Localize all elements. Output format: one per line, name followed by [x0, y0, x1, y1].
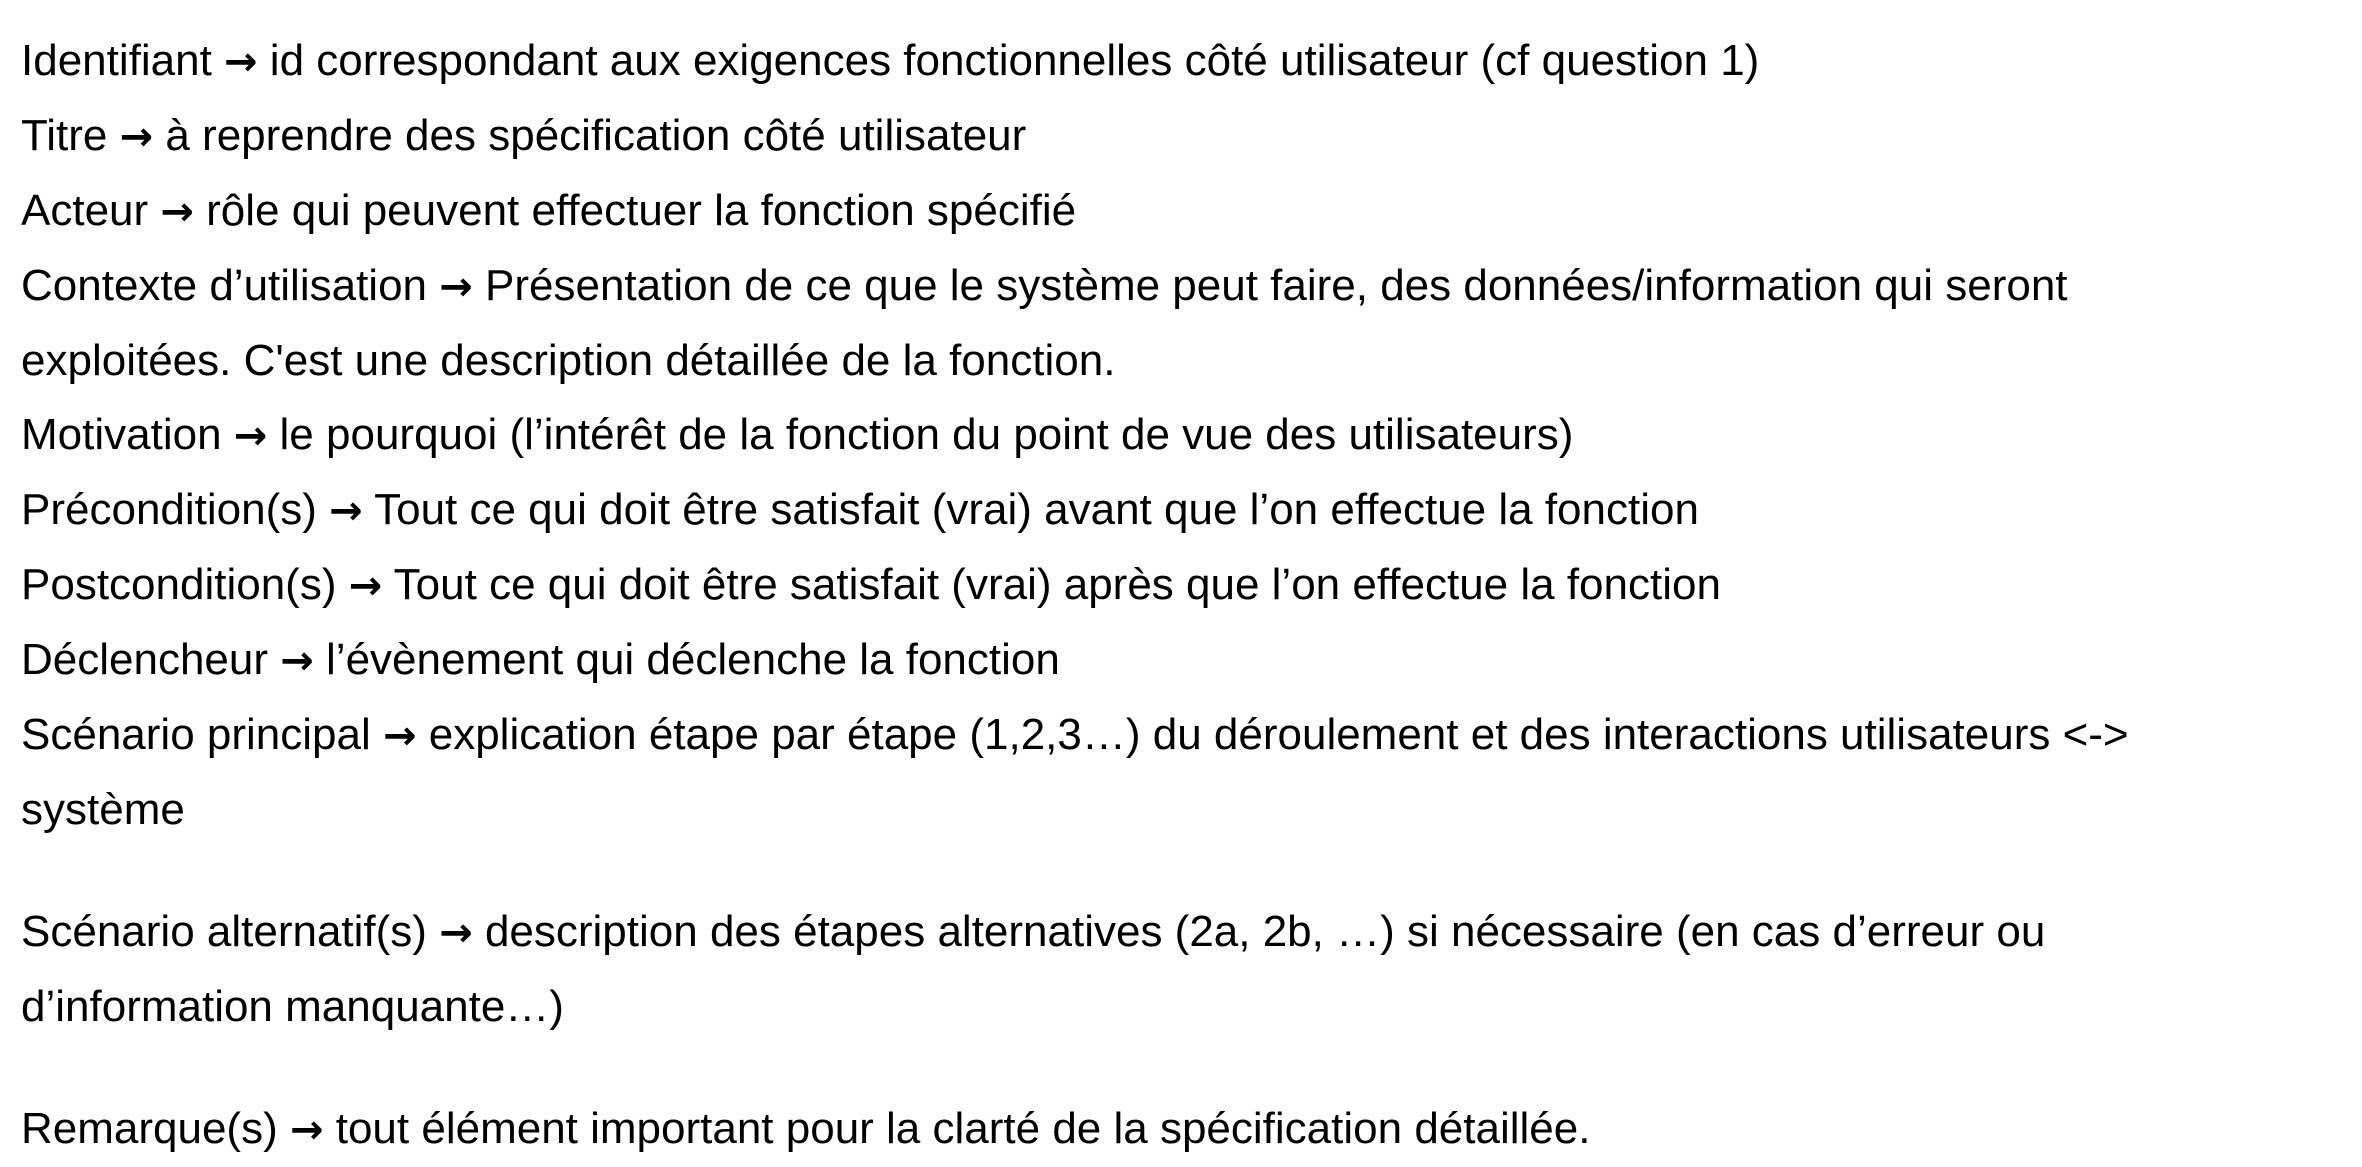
arrow-right-icon: →: [289, 1107, 324, 1153]
arrow-right-icon: →: [280, 638, 314, 684]
entry-scenario-principal: [21, 698, 2341, 847]
entry-term: Titre: [21, 111, 108, 160]
document-body: [21, 24, 2341, 1167]
entry-term: Remarque(s): [21, 1104, 278, 1153]
arrow-right-icon: →: [439, 910, 473, 956]
entry-titre: [21, 99, 2341, 174]
entry-description: Tout ce qui doit être satisfait (vrai) avant que l’on effectue la fonction: [374, 485, 1699, 534]
entry-term: Déclencheur: [21, 635, 269, 684]
entry-term: Postcondition(s): [21, 560, 337, 609]
entry-postconditions: [21, 548, 2341, 623]
entry-identifiant: [21, 24, 2341, 99]
entry-description: Présentation de ce que le système peut faire, des données/information qui seront: [485, 261, 2068, 310]
entry-declencheur: [21, 623, 2341, 698]
entry-description-continued: système: [21, 785, 185, 834]
entry-scenario-alternatif: [21, 895, 2341, 1044]
arrow-right-icon: →: [160, 189, 194, 235]
entry-term: Motivation: [21, 410, 222, 459]
arrow-right-icon: →: [329, 488, 363, 534]
entry-description-continued: d’information manquante…): [21, 982, 564, 1031]
arrow-right-icon: →: [119, 114, 154, 160]
arrow-right-icon: →: [224, 39, 258, 85]
entry-description: le pourquoi (l’intérêt de la fonction du point de vue des utilisateurs): [279, 410, 1574, 459]
arrow-right-icon: →: [439, 264, 473, 310]
arrow-right-icon: →: [233, 413, 268, 459]
entry-preconditions: [21, 473, 2341, 548]
entry-description: Tout ce qui doit être satisfait (vrai) après que l’on effectue la fonction: [393, 560, 1721, 609]
arrow-right-icon: →: [348, 563, 383, 609]
entry-description: id correspondant aux exigences fonctionnelles côté utilisateur (cf question 1): [269, 36, 1760, 85]
entry-description: tout élément important pour la clarté de la spécification détaillée.: [335, 1104, 1591, 1153]
entry-term: Acteur: [21, 186, 149, 235]
entry-description: l’évènement qui déclenche la fonction: [326, 635, 1060, 684]
entry-acteur: [21, 174, 2341, 249]
entry-term: Scénario alternatif(s): [21, 907, 427, 956]
entry-description: rôle qui peuvent effectuer la fonction spécifié: [206, 186, 1077, 235]
entry-description: explication étape par étape (1,2,3…) du déroulement et des interactions utilisateurs <->: [428, 710, 2129, 759]
entry-description: description des étapes alternatives (2a, 2b, …) si nécessaire (en cas d’erreur ou: [484, 907, 2046, 956]
entry-term: Précondition(s): [21, 485, 317, 534]
entry-term: Scénario principal: [21, 710, 371, 759]
entry-term: Contexte d’utilisation: [21, 261, 428, 310]
entry-description-continued: exploitées. C'est une description détaillée de la fonction.: [21, 336, 1116, 385]
entry-description: à reprendre des spécification côté utilisateur: [165, 111, 1027, 160]
entry-contexte: [21, 249, 2341, 398]
arrow-right-icon: →: [382, 713, 417, 759]
entry-term: Identifiant: [21, 36, 212, 85]
entry-remarques: [21, 1092, 2341, 1167]
entry-motivation: [21, 398, 2341, 473]
